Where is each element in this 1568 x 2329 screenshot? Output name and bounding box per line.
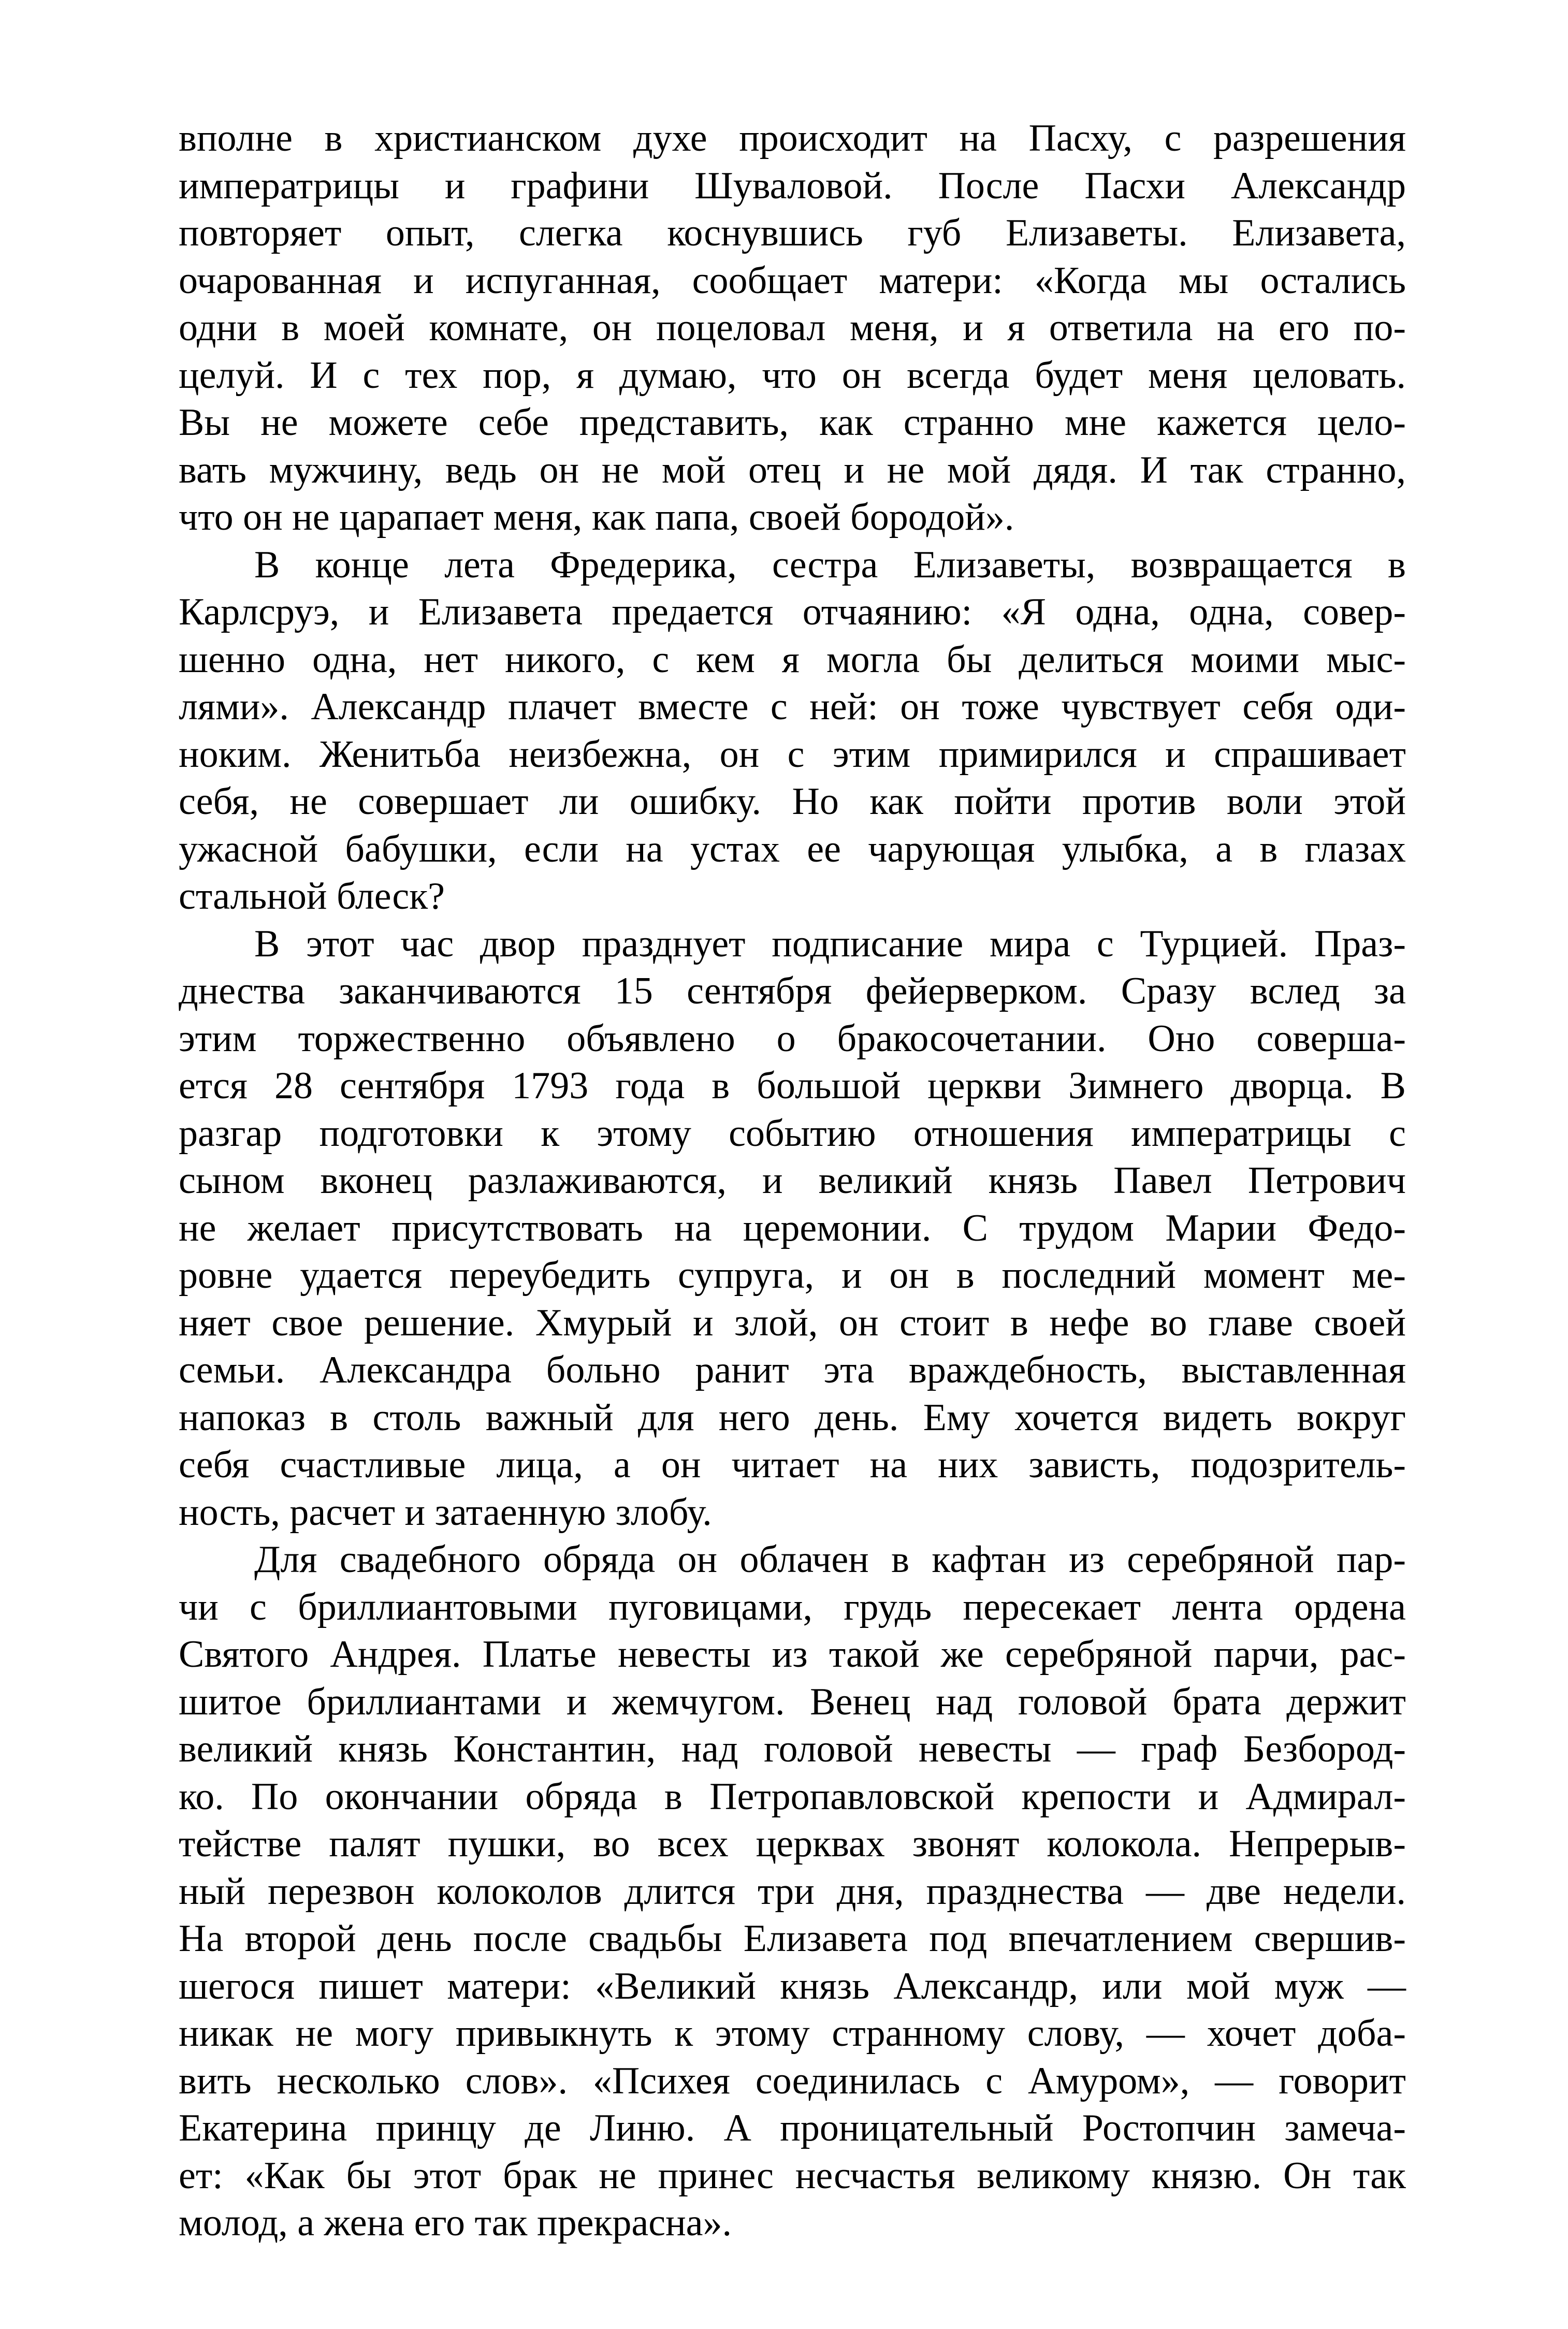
text-line: напоказ в столь важный для него день. Ему хочется видеть вокруг	[179, 1396, 1406, 1439]
book-page	[179, 115, 1406, 2247]
text-line: разгар подготовки к этому событию отношения императрицы с	[179, 1112, 1406, 1155]
text-line: вить несколько слов». «Психея соединилась с Амуром», — говорит	[179, 2059, 1406, 2102]
text-line: На второй день после свадьбы Елизавета под впечатлением свершив-	[179, 1917, 1406, 1960]
text-line: ко. По окончании обряда в Петропавловской крепости и Адмирал-	[179, 1775, 1406, 1818]
paragraph	[179, 115, 1406, 542]
text-line: никак не могу привыкнуть к этому странному слову, — хочет доба-	[179, 2012, 1406, 2055]
text-line: тействе палят пушки, во всех церквах звонят колокола. Непрерыв-	[179, 1823, 1406, 1865]
text-line: ет: «Как бы этот брак не принес несчастья великому князю. Он так	[179, 2154, 1406, 2197]
text-line: что он не царапает меня, как папа, своей бородой».	[179, 496, 1014, 538]
text-line: днества заканчиваются 15 сентября фейерверком. Сразу вслед за	[179, 970, 1406, 1012]
text-line: В конце лета Фредерика, сестра Елизаветы, возвращается в	[254, 543, 1406, 586]
text-line: няет свое решение. Хмурый и злой, он стоит в нефе во главе своей	[179, 1301, 1406, 1344]
text-line: ноким. Женитьба неизбежна, он с этим примирился и спрашивает	[179, 733, 1406, 776]
paragraph	[179, 1536, 1406, 2247]
text-line: очарованная и испуганная, сообщает матери: «Когда мы остались	[179, 259, 1406, 302]
text-line: сыном вконец разлаживаются, и великий князь Павел Петрович	[179, 1159, 1406, 1202]
text-line: шитое бриллиантами и жемчугом. Венец над головой брата держит	[179, 1680, 1406, 1723]
text-line: этим торжественно объявлено о бракосочетании. Оно соверша-	[179, 1017, 1406, 1060]
text-line: ровне удается переубедить супруга, и он в последний момент ме-	[179, 1254, 1406, 1297]
text-line: императрицы и графини Шуваловой. После Пасхи Александр	[179, 164, 1406, 207]
text-line: вполне в христианском духе происходит на Пасху, с разрешения	[179, 117, 1406, 159]
text-line: Екатерина принцу де Линю. А проницательный Ростопчин замеча-	[179, 2107, 1406, 2149]
text-line: Вы не можете себе представить, как странно мне кажется цело-	[179, 401, 1406, 444]
text-line: ный перезвон колоколов длится три дня, празднества — две недели.	[179, 1870, 1406, 1913]
text-line: не желает присутствовать на церемонии. С трудом Марии Федо-	[179, 1206, 1406, 1249]
text-line: одни в моей комнате, он поцеловал меня, и я ответила на его по-	[179, 307, 1406, 349]
text-line: В этот час двор празднует подписание мира с Турцией. Праз-	[254, 922, 1406, 965]
text-line: Святого Андрея. Платье невесты из такой же серебряной парчи, рас-	[179, 1633, 1406, 1676]
text-line: стальной блеск?	[179, 875, 445, 918]
text-line: ность, расчет и затаенную злобу.	[179, 1491, 712, 1534]
text-line: Карлсруэ, и Елизавета предается отчаянию: «Я одна, одна, совер-	[179, 591, 1406, 633]
paragraph	[179, 542, 1406, 921]
text-line: лями». Александр плачет вместе с ней: он тоже чувствует себя оди-	[179, 686, 1406, 728]
text-line: молод, а жена его так прекрасна».	[179, 2202, 732, 2244]
text-line: вать мужчину, ведь он не мой отец и не мой дядя. И так странно,	[179, 448, 1406, 491]
text-line: ужасной бабушки, если на устах ее чарующая улыбка, а в глазах	[179, 827, 1406, 870]
text-line: себя счастливые лица, а он читает на них зависть, подозритель-	[179, 1444, 1406, 1486]
text-line: шенно одна, нет никого, с кем я могла бы делиться моими мыс-	[179, 638, 1406, 681]
text-line: чи с бриллиантовыми пуговицами, грудь пересекает лента ордена	[179, 1585, 1406, 1628]
text-line: великий князь Константин, над головой невесты — граф Безбород-	[179, 1728, 1406, 1770]
text-line: ется 28 сентября 1793 года в большой церкви Зимнего дворца. В	[179, 1065, 1406, 1107]
text-line: себя, не совершает ли ошибку. Но как пойти против воли этой	[179, 780, 1406, 823]
paragraph	[179, 921, 1406, 1537]
text-line: семьи. Александра больно ранит эта враждебность, выставленная	[179, 1349, 1406, 1391]
text-line: шегося пишет матери: «Великий князь Александр, или мой муж —	[179, 1964, 1406, 2007]
text-line: повторяет опыт, слегка коснувшись губ Елизаветы. Елизавета,	[179, 212, 1406, 254]
text-line: целуй. И с тех пор, я думаю, что он всегда будет меня целовать.	[179, 354, 1406, 397]
text-line: Для свадебного обряда он облачен в кафтан из серебряной пар-	[254, 1538, 1406, 1581]
